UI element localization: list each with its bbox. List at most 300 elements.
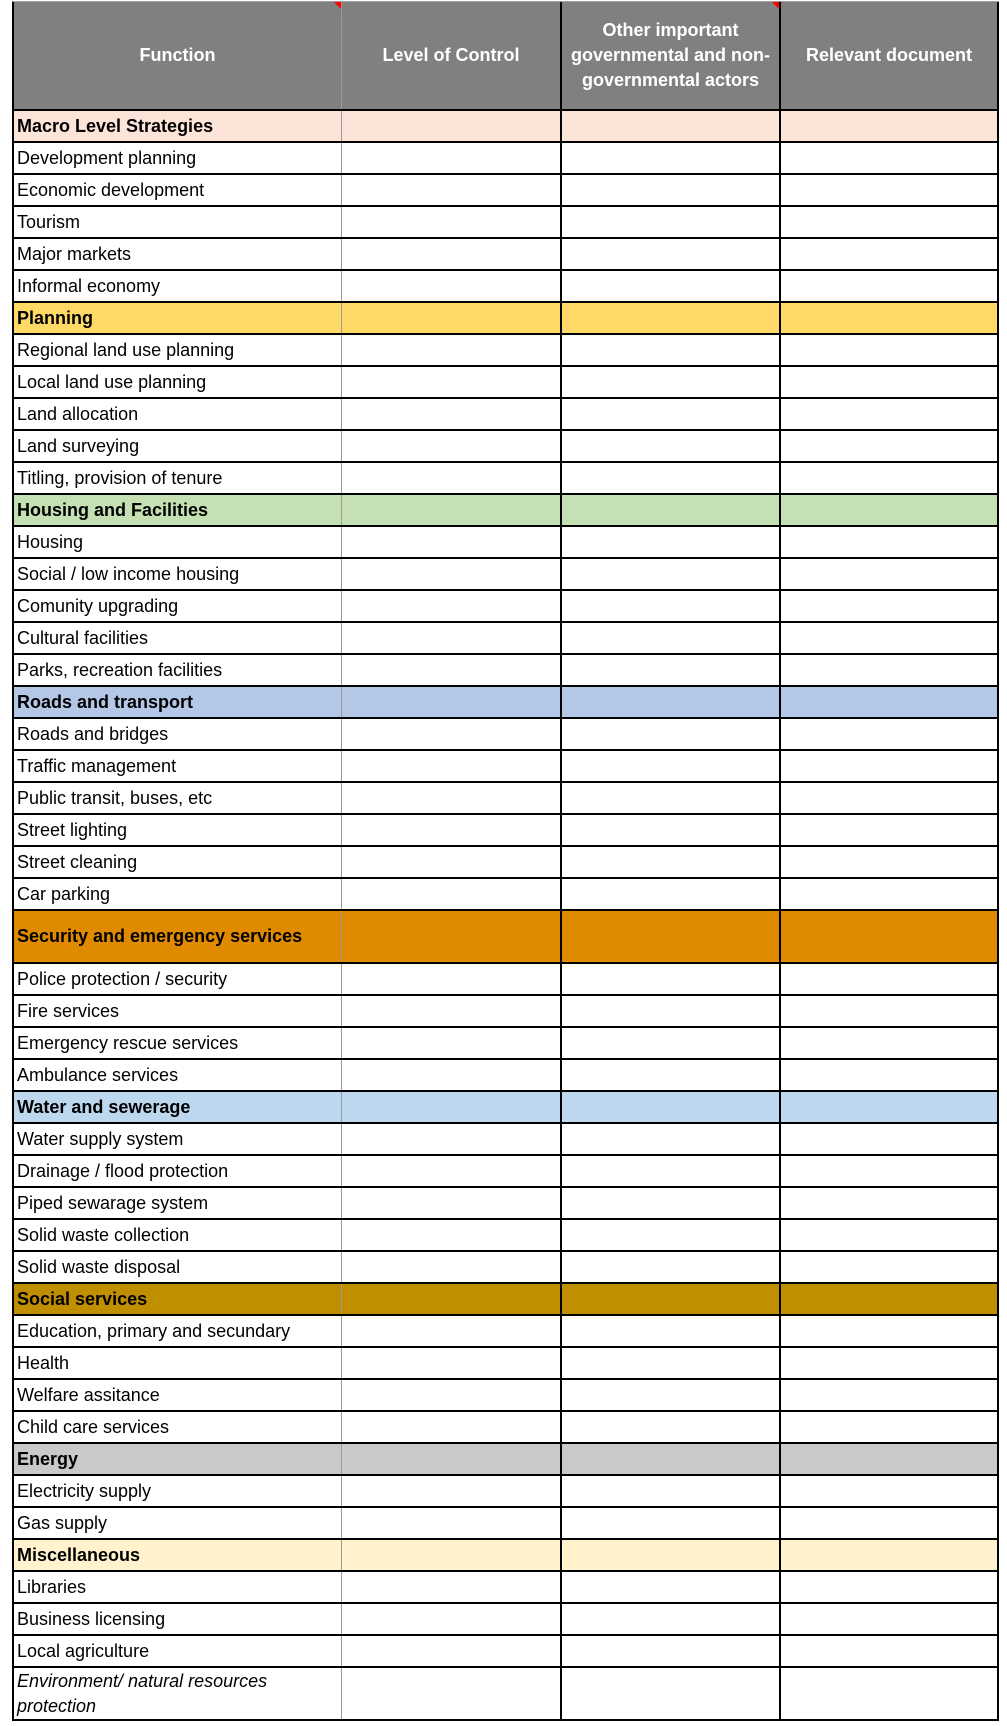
table-row (12, 719, 999, 751)
other-actors-cell[interactable] (562, 623, 781, 653)
relevant-document-cell[interactable] (781, 1572, 999, 1602)
function-label: Solid waste disposal (17, 1256, 181, 1277)
other-actors-cell[interactable] (562, 1252, 781, 1282)
relevant-document-cell[interactable] (781, 367, 999, 397)
level-of-control-cell[interactable] (342, 399, 562, 429)
function-label: Land surveying (17, 435, 140, 456)
table-row (12, 996, 999, 1028)
function-label: Major markets (17, 243, 132, 264)
function-cell[interactable] (12, 111, 342, 141)
section-header-row (12, 495, 999, 527)
table-row (12, 964, 999, 996)
other-actors-cell[interactable] (562, 1668, 781, 1719)
function-cell[interactable] (12, 1060, 342, 1090)
function-label: Emergency rescue services (17, 1032, 239, 1053)
function-label: Child care services (17, 1416, 170, 1437)
other-actors-cell[interactable] (562, 687, 781, 717)
level-of-control-cell[interactable] (342, 1252, 562, 1282)
function-cell[interactable] (12, 399, 342, 429)
level-of-control-cell[interactable] (342, 847, 562, 877)
level-of-control-cell[interactable] (342, 175, 562, 205)
function-label: Development planning (17, 147, 197, 168)
table-row (12, 1028, 999, 1060)
function-cell[interactable] (12, 1124, 342, 1154)
function-cell[interactable] (12, 847, 342, 877)
table-row (12, 847, 999, 879)
level-of-control-cell[interactable] (342, 1572, 562, 1602)
level-of-control-cell[interactable] (342, 1060, 562, 1090)
level-of-control-cell[interactable] (342, 463, 562, 493)
function-label: Welfare assitance (17, 1384, 160, 1405)
function-cell[interactable] (12, 879, 342, 909)
relevant-document-cell[interactable] (781, 719, 999, 749)
level-of-control-cell[interactable] (342, 1156, 562, 1186)
level-of-control-cell[interactable] (342, 1668, 562, 1719)
section-header-row (12, 1540, 999, 1572)
table-row (12, 175, 999, 207)
function-cell[interactable] (12, 1348, 342, 1378)
function-cell[interactable] (12, 367, 342, 397)
function-cell[interactable] (12, 815, 342, 845)
other-actors-cell[interactable] (562, 911, 781, 962)
other-actors-cell[interactable] (562, 719, 781, 749)
function-label: Tourism (17, 211, 81, 232)
function-label: Electricity supply (17, 1480, 152, 1501)
relevant-document-cell[interactable] (781, 1348, 999, 1378)
comment-indicator-icon[interactable] (772, 2, 779, 9)
section-title: Energy (17, 1448, 79, 1469)
function-cell[interactable] (12, 335, 342, 365)
function-cell[interactable] (12, 431, 342, 461)
table-row (12, 1156, 999, 1188)
other-actors-cell[interactable] (562, 559, 781, 589)
table-row (12, 335, 999, 367)
other-actors-cell[interactable] (562, 1572, 781, 1602)
other-actors-cell[interactable] (562, 271, 781, 301)
function-label: Housing (17, 531, 84, 552)
other-actors-cell[interactable] (562, 1444, 781, 1474)
table-row (12, 1636, 999, 1668)
table-row (12, 1316, 999, 1348)
section-title: Security and emergency services (17, 926, 303, 946)
other-actors-cell[interactable] (562, 1540, 781, 1570)
table-row (12, 1188, 999, 1220)
relevant-document-cell[interactable] (781, 175, 999, 205)
table-row (12, 367, 999, 399)
function-cell[interactable] (12, 1604, 342, 1634)
header-other-actors-label: Other important governmental and non-governmental actors (570, 20, 770, 90)
level-of-control-cell[interactable] (342, 1348, 562, 1378)
level-of-control-cell[interactable] (342, 207, 562, 237)
function-cell[interactable] (12, 1540, 342, 1570)
function-cell[interactable] (12, 964, 342, 994)
other-actors-cell[interactable] (562, 1028, 781, 1058)
function-cell[interactable] (12, 495, 342, 525)
other-actors-cell[interactable] (562, 1604, 781, 1634)
relevant-document-cell[interactable] (781, 239, 999, 269)
function-cell[interactable] (12, 1156, 342, 1186)
section-title: Social services (17, 1288, 148, 1309)
level-of-control-cell[interactable] (342, 1284, 562, 1314)
function-label: Local land use planning (17, 371, 207, 392)
other-actors-cell[interactable] (562, 591, 781, 621)
other-actors-cell[interactable] (562, 239, 781, 269)
relevant-document-cell[interactable] (781, 111, 999, 141)
function-label: Street lighting (17, 819, 128, 840)
function-cell[interactable] (12, 303, 342, 333)
section-title: Roads and transport (17, 691, 194, 712)
table-row (12, 399, 999, 431)
level-of-control-cell[interactable] (342, 1444, 562, 1474)
function-cell[interactable] (12, 1380, 342, 1410)
function-label: Titling, provision of tenure (17, 467, 223, 488)
level-of-control-cell[interactable] (342, 335, 562, 365)
relevant-document-cell[interactable] (781, 1444, 999, 1474)
relevant-document-cell[interactable] (781, 911, 999, 962)
relevant-document-cell[interactable] (781, 559, 999, 589)
function-cell[interactable] (12, 271, 342, 301)
other-actors-cell[interactable] (562, 1220, 781, 1250)
level-of-control-cell[interactable] (342, 1124, 562, 1154)
other-actors-cell[interactable] (562, 1348, 781, 1378)
level-of-control-cell[interactable] (342, 1636, 562, 1666)
level-of-control-cell[interactable] (342, 719, 562, 749)
relevant-document-cell[interactable] (781, 623, 999, 653)
other-actors-cell[interactable] (562, 1636, 781, 1666)
function-cell[interactable] (12, 143, 342, 173)
spreadsheet-table (12, 1, 999, 1721)
function-cell[interactable] (12, 783, 342, 813)
relevant-document-cell[interactable] (781, 996, 999, 1026)
level-of-control-cell[interactable] (342, 1380, 562, 1410)
function-cell[interactable] (12, 527, 342, 557)
comment-indicator-icon[interactable] (334, 2, 341, 9)
other-actors-cell[interactable] (562, 1124, 781, 1154)
function-cell[interactable] (12, 1572, 342, 1602)
function-cell[interactable] (12, 1316, 342, 1346)
table-row (12, 751, 999, 783)
header-relevant-document-label: Relevant document (805, 45, 973, 65)
function-cell[interactable] (12, 207, 342, 237)
level-of-control-cell[interactable] (342, 751, 562, 781)
section-header-row (12, 911, 999, 964)
function-cell[interactable] (12, 1444, 342, 1474)
function-label: Education, primary and secundary (17, 1320, 291, 1341)
level-of-control-cell[interactable] (342, 1412, 562, 1442)
table-row (12, 463, 999, 495)
relevant-document-cell[interactable] (781, 303, 999, 333)
function-label: Roads and bridges (17, 723, 169, 744)
function-cell[interactable] (12, 1668, 342, 1719)
relevant-document-cell[interactable] (781, 1284, 999, 1314)
level-of-control-cell[interactable] (342, 1540, 562, 1570)
level-of-control-cell[interactable] (342, 559, 562, 589)
level-of-control-cell[interactable] (342, 964, 562, 994)
level-of-control-cell[interactable] (342, 1604, 562, 1634)
function-label: Economic development (17, 179, 205, 200)
relevant-document-cell[interactable] (781, 655, 999, 685)
table-row (12, 783, 999, 815)
table-row (12, 1668, 999, 1721)
section-header-row (12, 1444, 999, 1476)
relevant-document-cell[interactable] (781, 1668, 999, 1719)
level-of-control-cell[interactable] (342, 239, 562, 269)
section-header-row (12, 1092, 999, 1124)
level-of-control-cell[interactable] (342, 591, 562, 621)
table-row (12, 1348, 999, 1380)
other-actors-cell[interactable] (562, 783, 781, 813)
relevant-document-cell[interactable] (781, 1092, 999, 1122)
relevant-document-cell[interactable] (781, 1476, 999, 1506)
relevant-document-cell[interactable] (781, 463, 999, 493)
function-label: Local agriculture (17, 1640, 150, 1661)
table-row (12, 1572, 999, 1604)
relevant-document-cell[interactable] (781, 1156, 999, 1186)
header-relevant-document[interactable] (781, 2, 999, 109)
table-row (12, 815, 999, 847)
level-of-control-cell[interactable] (342, 911, 562, 962)
section-title: Planning (17, 307, 93, 328)
table-row (12, 591, 999, 623)
relevant-document-cell[interactable] (781, 1508, 999, 1538)
function-label: Parks, recreation facilities (17, 659, 223, 680)
section-header-row (12, 1284, 999, 1316)
other-actors-cell[interactable] (562, 111, 781, 141)
function-label: Ambulance services (17, 1064, 179, 1085)
other-actors-cell[interactable] (562, 1316, 781, 1346)
function-label: Solid waste collection (17, 1224, 190, 1245)
section-title: Housing and Facilities (17, 499, 209, 520)
relevant-document-cell[interactable] (781, 1188, 999, 1218)
relevant-document-cell[interactable] (781, 1060, 999, 1090)
relevant-document-cell[interactable] (781, 1540, 999, 1570)
header-level-of-control-label: Level of Control (382, 45, 520, 65)
relevant-document-cell[interactable] (781, 879, 999, 909)
table-row (12, 623, 999, 655)
relevant-document-cell[interactable] (781, 1380, 999, 1410)
other-actors-cell[interactable] (562, 431, 781, 461)
function-label: Business licensing (17, 1608, 166, 1629)
function-cell[interactable] (12, 1028, 342, 1058)
function-label: Gas supply (17, 1512, 108, 1533)
other-actors-cell[interactable] (562, 751, 781, 781)
function-cell[interactable] (12, 1636, 342, 1666)
relevant-document-cell[interactable] (781, 399, 999, 429)
level-of-control-cell[interactable] (342, 1220, 562, 1250)
level-of-control-cell[interactable] (342, 815, 562, 845)
level-of-control-cell[interactable] (342, 687, 562, 717)
other-actors-cell[interactable] (562, 1092, 781, 1122)
other-actors-cell[interactable] (562, 1508, 781, 1538)
table-row (12, 559, 999, 591)
table-row (12, 239, 999, 271)
level-of-control-cell[interactable] (342, 367, 562, 397)
function-label: Social / low income housing (17, 563, 240, 584)
section-header-row (12, 303, 999, 335)
function-cell[interactable] (12, 655, 342, 685)
function-label: Car parking (17, 883, 111, 904)
header-row (12, 1, 999, 111)
level-of-control-cell[interactable] (342, 996, 562, 1026)
relevant-document-cell[interactable] (781, 847, 999, 877)
function-cell[interactable] (12, 239, 342, 269)
table-row (12, 1604, 999, 1636)
level-of-control-cell[interactable] (342, 1028, 562, 1058)
other-actors-cell[interactable] (562, 303, 781, 333)
table-body (12, 111, 999, 1721)
table-row (12, 527, 999, 559)
level-of-control-cell[interactable] (342, 1508, 562, 1538)
function-label: Piped sewarage system (17, 1192, 209, 1213)
function-label: Land allocation (17, 403, 139, 424)
relevant-document-cell[interactable] (781, 964, 999, 994)
table-row (12, 1476, 999, 1508)
table-row (12, 1508, 999, 1540)
other-actors-cell[interactable] (562, 1412, 781, 1442)
function-cell[interactable] (12, 911, 342, 962)
relevant-document-cell[interactable] (781, 335, 999, 365)
function-cell[interactable] (12, 1252, 342, 1282)
function-cell[interactable] (12, 559, 342, 589)
relevant-document-cell[interactable] (781, 815, 999, 845)
level-of-control-cell[interactable] (342, 143, 562, 173)
other-actors-cell[interactable] (562, 1156, 781, 1186)
other-actors-cell[interactable] (562, 175, 781, 205)
level-of-control-cell[interactable] (342, 431, 562, 461)
other-actors-cell[interactable] (562, 207, 781, 237)
other-actors-cell[interactable] (562, 527, 781, 557)
header-function[interactable] (12, 2, 342, 109)
section-header-row (12, 111, 999, 143)
level-of-control-cell[interactable] (342, 623, 562, 653)
other-actors-cell[interactable] (562, 964, 781, 994)
header-level-of-control[interactable] (342, 2, 562, 109)
function-label: Comunity upgrading (17, 595, 179, 616)
function-cell[interactable] (12, 1412, 342, 1442)
function-cell[interactable] (12, 719, 342, 749)
table-row (12, 271, 999, 303)
function-cell[interactable] (12, 1092, 342, 1122)
other-actors-cell[interactable] (562, 1284, 781, 1314)
other-actors-cell[interactable] (562, 1476, 781, 1506)
section-title: Water and sewerage (17, 1096, 191, 1117)
function-cell[interactable] (12, 996, 342, 1026)
table-row (12, 1220, 999, 1252)
other-actors-cell[interactable] (562, 847, 781, 877)
level-of-control-cell[interactable] (342, 1092, 562, 1122)
function-label: Health (17, 1352, 70, 1373)
function-label: Cultural facilities (17, 627, 149, 648)
function-cell[interactable] (12, 463, 342, 493)
relevant-document-cell[interactable] (781, 495, 999, 525)
relevant-document-cell[interactable] (781, 431, 999, 461)
table-row (12, 1380, 999, 1412)
function-label: Public transit, buses, etc (17, 787, 213, 808)
relevant-document-cell[interactable] (781, 751, 999, 781)
level-of-control-cell[interactable] (342, 111, 562, 141)
relevant-document-cell[interactable] (781, 527, 999, 557)
header-other-actors[interactable] (562, 2, 781, 109)
relevant-document-cell[interactable] (781, 1220, 999, 1250)
function-cell[interactable] (12, 1220, 342, 1250)
function-cell[interactable] (12, 175, 342, 205)
function-cell[interactable] (12, 1508, 342, 1538)
other-actors-cell[interactable] (562, 335, 781, 365)
level-of-control-cell[interactable] (342, 879, 562, 909)
function-label: Environment/ natural resources protection (17, 1670, 268, 1716)
level-of-control-cell[interactable] (342, 1316, 562, 1346)
section-title: Miscellaneous (17, 1544, 141, 1565)
other-actors-cell[interactable] (562, 815, 781, 845)
level-of-control-cell[interactable] (342, 271, 562, 301)
function-label: Regional land use planning (17, 339, 235, 360)
section-title: Macro Level Strategies (17, 115, 214, 136)
function-label: Libraries (17, 1576, 87, 1597)
level-of-control-cell[interactable] (342, 527, 562, 557)
level-of-control-cell[interactable] (342, 655, 562, 685)
level-of-control-cell[interactable] (342, 303, 562, 333)
function-cell[interactable] (12, 1188, 342, 1218)
other-actors-cell[interactable] (562, 655, 781, 685)
other-actors-cell[interactable] (562, 399, 781, 429)
relevant-document-cell[interactable] (781, 207, 999, 237)
function-label: Water supply system (17, 1128, 184, 1149)
function-cell[interactable] (12, 751, 342, 781)
level-of-control-cell[interactable] (342, 495, 562, 525)
function-cell[interactable] (12, 1284, 342, 1314)
function-cell[interactable] (12, 623, 342, 653)
other-actors-cell[interactable] (562, 1060, 781, 1090)
relevant-document-cell[interactable] (781, 687, 999, 717)
other-actors-cell[interactable] (562, 143, 781, 173)
function-label: Street cleaning (17, 851, 138, 872)
function-cell[interactable] (12, 687, 342, 717)
other-actors-cell[interactable] (562, 1188, 781, 1218)
relevant-document-cell[interactable] (781, 1412, 999, 1442)
relevant-document-cell[interactable] (781, 1124, 999, 1154)
level-of-control-cell[interactable] (342, 783, 562, 813)
level-of-control-cell[interactable] (342, 1188, 562, 1218)
level-of-control-cell[interactable] (342, 1476, 562, 1506)
relevant-document-cell[interactable] (781, 1636, 999, 1666)
other-actors-cell[interactable] (562, 879, 781, 909)
table-row (12, 207, 999, 239)
relevant-document-cell[interactable] (781, 1604, 999, 1634)
relevant-document-cell[interactable] (781, 591, 999, 621)
relevant-document-cell[interactable] (781, 783, 999, 813)
table-row (12, 655, 999, 687)
function-cell[interactable] (12, 591, 342, 621)
relevant-document-cell[interactable] (781, 1316, 999, 1346)
other-actors-cell[interactable] (562, 495, 781, 525)
function-label: Fire services (17, 1000, 120, 1021)
section-header-row (12, 687, 999, 719)
function-label: Drainage / flood protection (17, 1160, 229, 1181)
function-cell[interactable] (12, 1476, 342, 1506)
relevant-document-cell[interactable] (781, 1252, 999, 1282)
other-actors-cell[interactable] (562, 996, 781, 1026)
other-actors-cell[interactable] (562, 1380, 781, 1410)
relevant-document-cell[interactable] (781, 143, 999, 173)
relevant-document-cell[interactable] (781, 271, 999, 301)
table-row (12, 1124, 999, 1156)
table-row (12, 143, 999, 175)
other-actors-cell[interactable] (562, 367, 781, 397)
function-label: Police protection / security (17, 968, 228, 989)
relevant-document-cell[interactable] (781, 1028, 999, 1058)
other-actors-cell[interactable] (562, 463, 781, 493)
header-function-label: Function (139, 45, 216, 65)
